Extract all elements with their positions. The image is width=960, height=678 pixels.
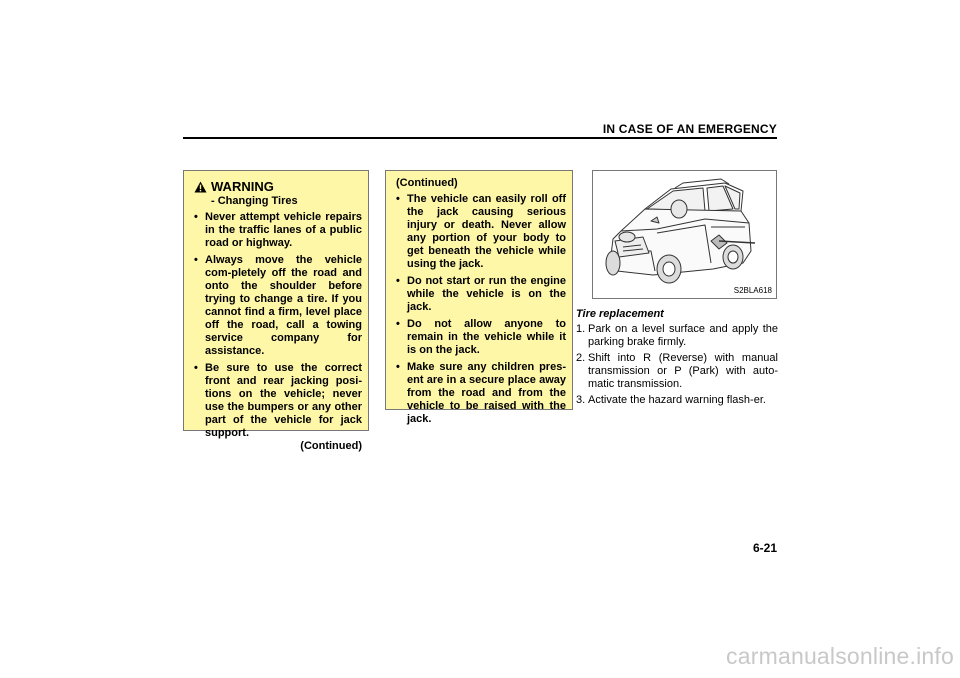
- list-item: • Always move the vehicle com-pletely off the road and onto the shoulder before trying to change a tire. If you cannot find a firm, level place off the road, call a towing service company for assistance.: [194, 254, 362, 357]
- car-jack-figure: [592, 170, 777, 299]
- watermark: carmanualsonline.info: [726, 643, 954, 669]
- tire-replacement-section: [576, 308, 778, 410]
- figure-code: S2BLA618: [733, 286, 772, 295]
- warning-list: [194, 211, 362, 440]
- list-item: • Do not allow anyone to remain in the vehicle while it is on the jack.: [396, 318, 566, 356]
- warning-box-continued: [385, 170, 573, 425]
- warning-triangle-icon: [194, 181, 207, 193]
- header-rule: [183, 137, 777, 139]
- warning-title: WARNING: [211, 179, 274, 194]
- warning-box-changing-tires: [183, 170, 369, 452]
- list-item: • The vehicle can easily roll off the jack causing serious injury or death. Never allow any portion of your body to get beneath the vehicle while using the jack.: [396, 193, 566, 270]
- list-item: • Never attempt vehicle repairs in the traffic lanes of a public road or highway.: [194, 211, 362, 249]
- list-item: 2. Shift into R (Reverse) with manual transmission or P (Park) with auto-matic transmission.: [576, 352, 778, 390]
- list-item: 1. Park on a level surface and apply the parking brake firmly.: [576, 323, 778, 348]
- page-number: 6-21: [752, 541, 777, 555]
- list-item: • Be sure to use the correct front and rear jacking posi-tions on the vehicle; never use the bumpers or any other part of the vehicle for jack support.: [194, 362, 362, 439]
- section-title: Tire replacement: [576, 308, 664, 320]
- car-on-jack-illustration: [593, 171, 776, 298]
- section-header-title: IN CASE OF AN EMERGENCY: [602, 122, 777, 136]
- list-item: • Make sure any children pres-ent are in a secure place away from the road and from the vehicle to be raised with the jack.: [396, 361, 566, 425]
- warning-list: [396, 193, 566, 426]
- continued-label: (Continued): [300, 440, 362, 452]
- warning-subtitle: - Changing Tires: [211, 195, 298, 207]
- continued-label: (Continued): [396, 177, 458, 189]
- steps-list: [576, 323, 778, 407]
- warning-heading: [194, 179, 362, 194]
- list-item: 3. Activate the hazard warning flash-er.: [576, 394, 766, 406]
- list-item: • Do not start or run the engine while the vehicle is on the jack.: [396, 275, 566, 313]
